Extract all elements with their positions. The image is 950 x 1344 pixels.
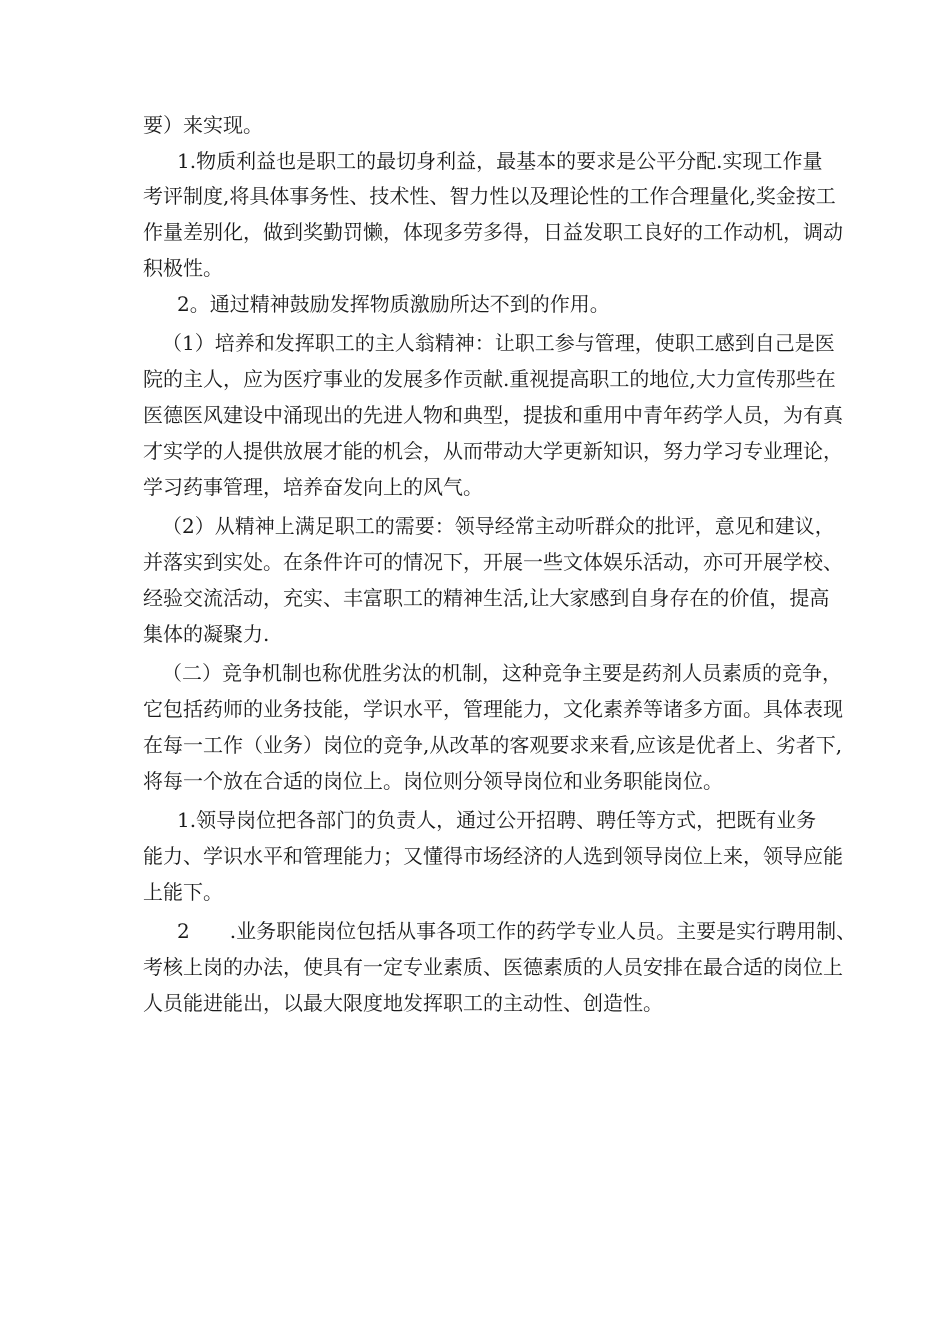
paragraph-line: 将每一个放在合适的岗位上。岗位则分领导岗位和业务职能岗位。 <box>143 769 723 793</box>
paragraph-line: 上能下。 <box>143 880 223 904</box>
paragraph-line: 1.领导岗位把各部门的负责人，通过公开招聘、聘任等方式，把既有业务 <box>177 808 817 832</box>
paragraph-line: 在每一工作（业务）岗位的竞争,从改革的客观要求来看,应该是优者上、劣者下, <box>143 733 843 757</box>
paragraph-line: 考评制度,将具体事务性、技术性、智力性以及理论性的工作合理量化,奖金按工 <box>143 184 836 208</box>
paragraph-line: 能力、学识水平和管理能力；又懂得市场经济的人选到领导岗位上来，领导应能 <box>143 844 843 868</box>
paragraph-line: 院的主人，应为医疗事业的发展多作贡献.重视提高职工的地位,大力宣传那些在 <box>143 367 836 391</box>
paragraph-line: 考核上岗的办法，使具有一定专业素质、医德素质的人员安排在最合适的岗位上 <box>143 955 843 979</box>
paragraph-line: 医德医风建设中涌现出的先进人物和典型，提拔和重用中青年药学人员，为有真 <box>143 403 843 427</box>
paragraph-line: 集体的凝聚力. <box>143 622 270 646</box>
paragraph-line: 才实学的人提供放展才能的机会，从而带动大学更新知识，努力学习专业理论， <box>143 439 843 463</box>
paragraph-line: （1）培养和发挥职工的主人翁精神：让职工参与管理，使职工感到自己是医 <box>162 331 835 355</box>
paragraph-line: 并落实到实处。在条件许可的情况下，开展一些文体娱乐活动，亦可开展学校、 <box>143 550 843 574</box>
paragraph-line: 它包括药师的业务技能，学识水平，管理能力，文化素养等诸多方面。具体表现 <box>143 697 843 721</box>
paragraph-line: 学习药事管理，培养奋发向上的风气。 <box>143 475 483 499</box>
paragraph-line: （二）竞争机制也称优胜劣汰的机制，这种竞争主要是药剂人员素质的竞争， <box>162 661 842 685</box>
paragraph-line: 作量差别化，做到奖勤罚懒，体现多劳多得，日益发职工良好的工作动机，调动 <box>143 220 843 244</box>
paragraph-line: 2 .业务职能岗位包括从事各项工作的药学专业人员。主要是实行聘用制、 <box>177 919 857 943</box>
paragraph-line: 经验交流活动，充实、丰富职工的精神生活,让大家感到自身存在的价值，提高 <box>143 586 830 610</box>
paragraph-line: 人员能进能出，以最大限度地发挥职工的主动性、创造性。 <box>143 991 663 1015</box>
paragraph-line: 1.物质利益也是职工的最切身利益，最基本的要求是公平分配.实现工作量 <box>177 149 823 173</box>
paragraph-line: （2）从精神上满足职工的需要：领导经常主动听群众的批评，意见和建议， <box>162 514 835 538</box>
paragraph-line: 要）来实现。 <box>143 113 263 137</box>
paragraph-line: 2。通过精神鼓励发挥物质激励所达不到的作用。 <box>177 292 610 316</box>
paragraph-line: 积极性。 <box>143 256 223 280</box>
